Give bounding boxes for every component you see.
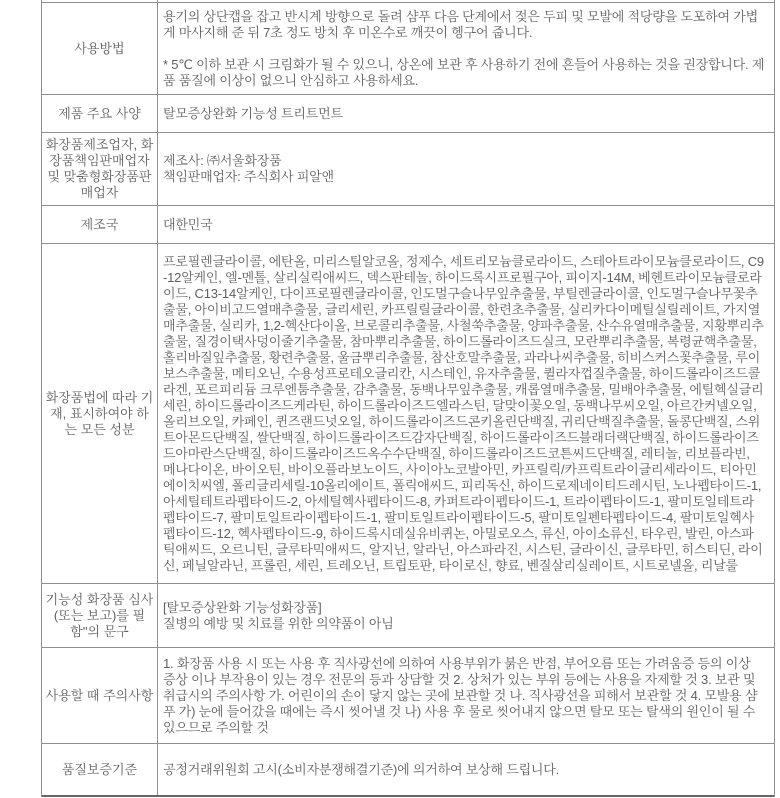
table-row bbox=[42, 244, 774, 584]
row-label: 제품 주요 사양 bbox=[42, 95, 158, 132]
row-content bbox=[158, 584, 774, 647]
row-label: 화장품제조업자, 화장품책임판매업자 및 맞춤형화장품판매업자 bbox=[42, 133, 158, 205]
text-block: 질병의 예방 및 치료를 위한 의약품이 아님 bbox=[163, 615, 394, 631]
row-content bbox=[158, 206, 774, 243]
text-block: 프로필렌글라이콜, 에탄올, 미리스틸알코올, 정제수, 세트리모늄클로라이드, 스테아트라이모늄클로라이드, C9-12알케인, 엘-멘톨, 살리실릭애씨드, 덱스판테놀, 하이드록시프로필구아, 피이지-14M, 베헨트라이모늄클로라이드, C13-14알케인, 다이프로필렌글라이콜, 인도멀구슬나무잎추출물, 부틸렌글라이콜, 인도멀구슬나무꽃추출물, 아이비고드열매추출물, 글리세린, 카프릴릴글라이콜, 한련초추출물, 실리카다이메틸실릴레이트, 가지열매추출물, 실리카, 1,2-헥산다이올, 브로콜리추출물, 사철쑥추출물, 양파추출물, 산수유열매추출물, 지황뿌리추출물, 질경이택사덩이줄기추출물, 참마뿌리추출물, 하이드롤라이즈드실크, 모란뿌리추출물, 복령균핵추출물, 홀리바질잎추출물, 황련추출물, 울금뿌리추출물, 참산호말추출물, 과라나씨추출물, 히비스커스꽃추출물, 루이보스추출물, 메티오닌, 수용성프로테오글리칸, 시스테인, 유자추출물, 퀼라자껍질추출물, 하이드롤라이즈드콜라겐, 포르피리듐 크루엔툼추출물, 감추출물, 동백나무잎추출물, 캐롭열매추출물, 밀배아추출물, 에틸헥실글리세린, 하이드롤라이즈드케라틴, 하이드롤라이즈드엘라스틴, 달맞이꽃오일, 동백나무씨오일, 아르간커넬오일, 올리브오일, 카페인, 퀸즈랜드넛오일, 하이드롤라이즈드콘키올린단백질, 귀리단백질추출물, 돌콩단백질, 스위트아몬드단백질, 쌀단백질, 하이드롤라이즈드감자단백질, 하이드롤라이즈드블래더랙단백질, 하이드롤라이즈드아마란스단백질, 하이드롤라이즈드옥수수단백질, 하이드롤라이즈드코튼씨드단백질, 레티놀, 리보플라빈, 메나다이온, 바이오틴, 바이오플라보노이드, 사이아노코발아민, 카프릴릭/카프릭트라이글리세라이드, 티아민에이치씨엘, 폴리글리세릴-10올리에이트, 폴릭애씨드, 피리독신, 하이드로제네이티드레시틴, 노나펩타이드-1, 아세틸테트라펩타이드-2, 아세틸헥사펩타이드-8, 카퍼트라이펩타이드-1, 트라이펩타이드-1, 팔미토일테트라펩타이드-7, 팔미토일트라이펩타이드-1, 팔미토일트라이펩타이드-5, 팔미토일펜타펩타이드-4, 팔미토일헥사펩타이드-12, 헥사펩타이드-9, 하이드록시데실유비퀴논, 아밀로오스, 류신, 아이소류신, 타우린, 발린, 아스파틱애씨드, 오르니틴, 글루타믹애씨드, 알지닌, 알라닌, 아스파라진, 시스틴, 글라이신, 글루타민, 히스티딘, 라이신, 페닐알라닌, 프롤린, 세린, 트레오닌, 트립토판, 타이로신, 향료, 벤질살리실레이트, 시트로넬올, 리날룰 bbox=[163, 253, 764, 573]
product-info-table bbox=[41, 0, 775, 797]
text-block: [탈모증상완화 기능성화장품] bbox=[163, 599, 322, 615]
text-block: 책임판매업자: 주식회사 피알앤 bbox=[163, 169, 334, 184]
table-row bbox=[42, 206, 774, 244]
table-row bbox=[42, 744, 774, 797]
text-block: * 5℃ 이하 보관 시 크림화가 될 수 있으니, 상온에 보관 후 사용하기 전에 흔들어 사용하는 것을 권장합니다. 제품 품질에 이상이 없으니 안심하고 사용하세요. bbox=[163, 56, 765, 88]
row-label: 사용방법 bbox=[42, 3, 158, 94]
row-label: 화장품법에 따라 기재, 표시하여야 하는 모든 성분 bbox=[42, 244, 158, 583]
row-label: 제조국 bbox=[42, 206, 158, 243]
table-row bbox=[42, 3, 774, 95]
row-label: 기능성 화장품 심사(또는 보고)를 필함"의 문구 bbox=[42, 584, 158, 647]
row-content bbox=[158, 95, 774, 132]
row-content bbox=[158, 648, 774, 743]
text-block: 공정거래위원회 고시(소비자분쟁해결기준)에 의거하여 보상해 드립니다. bbox=[163, 761, 560, 777]
table-row bbox=[42, 95, 774, 133]
row-label: 사용할 때 주의사항 bbox=[42, 648, 158, 743]
row-content bbox=[158, 133, 774, 205]
row-label: 품질보증기준 bbox=[42, 744, 158, 795]
table-row bbox=[42, 648, 774, 744]
row-content bbox=[158, 3, 774, 94]
table-row bbox=[42, 584, 774, 648]
text-block: 용기의 상단캡을 잡고 반시계 방향으로 돌려 샴푸 다음 단계에서 젖은 두피 및 모발에 적당량을 도포하여 가볍게 마사지해 준 뒤 7초 정도 방치 후 미온수로 깨끗이 헹구어 줍니다. bbox=[163, 8, 758, 40]
text-block: 제조사: ㈜서울화장품 bbox=[163, 153, 282, 168]
table-row bbox=[42, 133, 774, 206]
row-content bbox=[158, 244, 774, 583]
row-content bbox=[158, 744, 774, 795]
text-block: 대한민국 bbox=[163, 216, 213, 232]
text-block: 1. 화장품 사용 시 또는 사용 후 직사광선에 의하여 사용부위가 붉은 반점, 부어오름 또는 가려움증 등의 이상 증상 이나 부작용이 있는 경우 전문의 등과 상담할 것 2. 상처가 있는 부위 등에는 사용을 자제할 것 3. 보관 및 취급시의 주의사항 가. 어린이의 손이 닿지 않는 곳에 보관할 것 나. 직사광선을 피해서 보관할 것 4. 모발용 샴푸 가) 눈에 들어갔을 때에는 즉시 씻어낼 것 나) 사용 후 물로 씻어내지 않으면 탈모 또는 탈색의 원인이 될 수 있으므로 주의할 것 bbox=[163, 655, 758, 735]
text-block: 탈모증상완화 기능성 트리트먼트 bbox=[163, 105, 343, 121]
